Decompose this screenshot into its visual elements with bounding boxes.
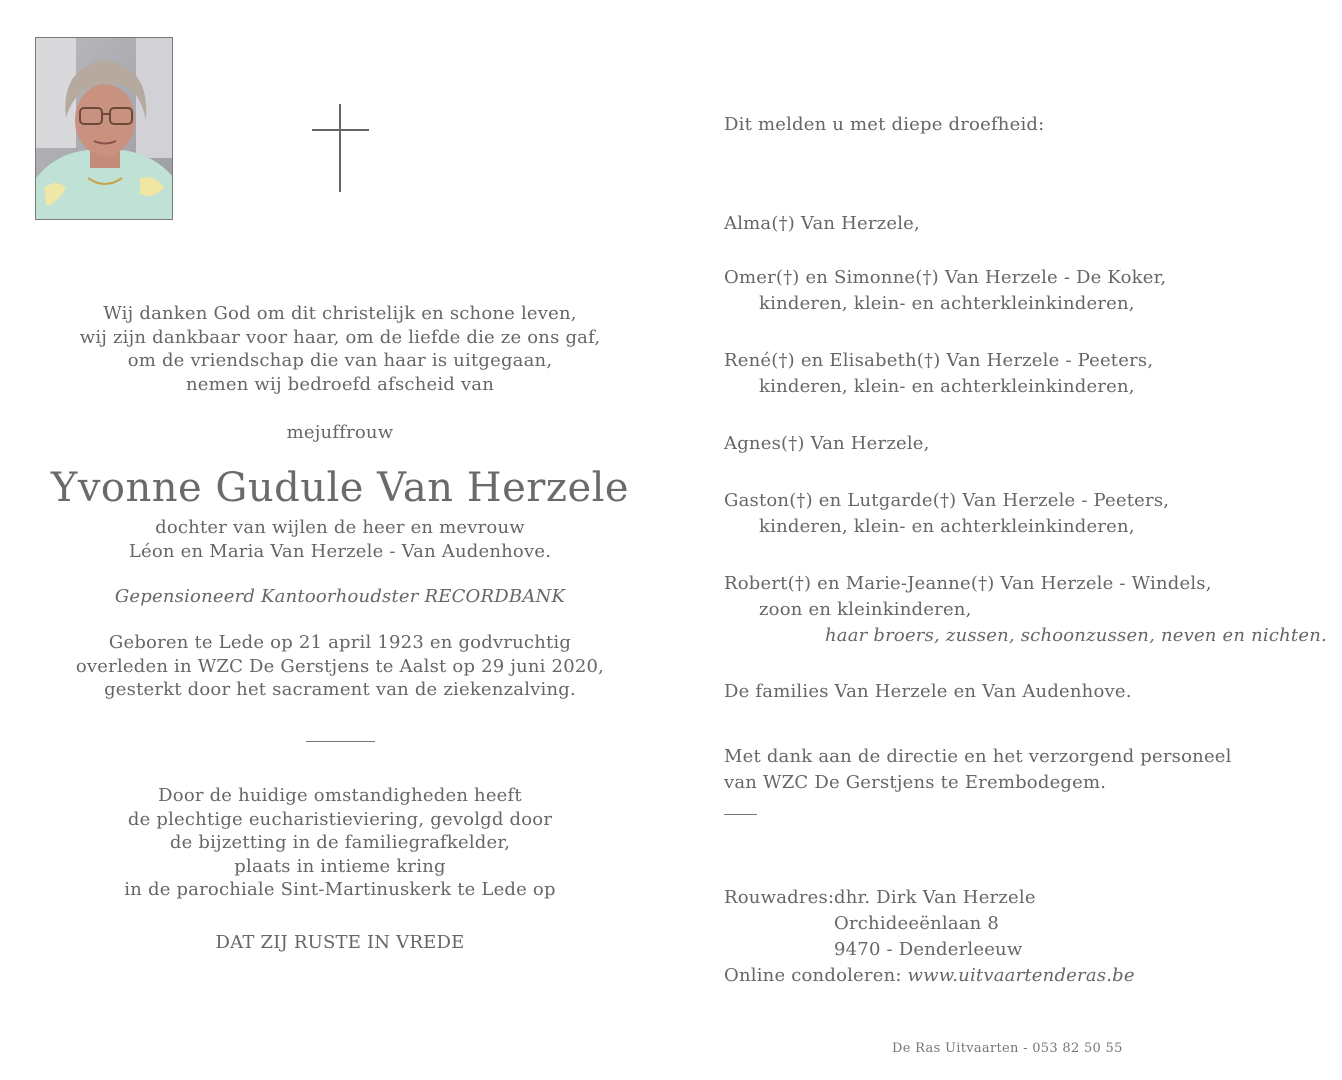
- family-subline: kinderen, klein- en achterkleinkinderen,: [759, 516, 1135, 537]
- family-rene: [724, 348, 1153, 400]
- family-subline: kinderen, klein- en achterkleinkinderen,: [759, 293, 1135, 314]
- short-divider: [724, 814, 757, 815]
- family-subline: zoon en kleinkinderen,: [759, 599, 972, 620]
- online-condolence-link[interactable]: www.uitvaartenderas.be: [907, 965, 1135, 986]
- cross-icon: [311, 104, 371, 192]
- ceremony-text: [40, 784, 640, 902]
- online-label: Online condoleren:: [724, 965, 902, 986]
- birth-death-line: overleden in WZC De Gerstjens te Aalst op 29 juni 2020,: [75, 655, 605, 677]
- family-agnes: Agnes(†) Van Herzele,: [724, 433, 930, 454]
- intro-line: nemen wij bedroefd afscheid van: [185, 373, 495, 395]
- address-line: 9470 - Denderleeuw: [834, 939, 1023, 960]
- footer-credit: De Ras Uitvaarten - 053 82 50 55: [892, 1041, 1123, 1056]
- ceremony-line: in de parochiale Sint-Martinuskerk te Lede op: [124, 879, 556, 900]
- ceremony-line: de bijzetting in de familiegrafkelder,: [169, 832, 511, 853]
- address-line: Orchideeënlaan 8: [834, 913, 1000, 934]
- divider: [306, 741, 375, 742]
- intro-text: [40, 302, 640, 396]
- parents-line: dochter van wijlen de heer en mevrouw: [155, 517, 525, 538]
- family-line: René(†) en Elisabeth(†) Van Herzele - Peeters,: [724, 350, 1154, 371]
- birth-death-line: Geboren te Lede op 21 april 1923 en godvruchtig: [108, 632, 572, 653]
- address-block: [724, 885, 1135, 989]
- siblings-line: haar broers, zussen, schoonzussen, neven en nichten.: [825, 625, 1327, 646]
- intro-line: om de vriendschap die van haar is uitgegaan,: [127, 350, 553, 371]
- thanks-text: [724, 744, 1232, 815]
- announcement-intro: Dit melden u met diepe droefheid:: [724, 114, 1045, 135]
- closing-text: DAT ZIJ RUSTE IN VREDE: [215, 932, 465, 953]
- ceremony-line: plaats in intieme kring: [234, 855, 446, 877]
- ceremony-line: Door de huidige omstandigheden heeft: [158, 785, 522, 806]
- family-line: Robert(†) en Marie-Jeanne(†) Van Herzele - Windels,: [724, 573, 1212, 594]
- salutation: mejuffrouw: [286, 422, 394, 443]
- intro-line: wij zijn dankbaar voor haar, om de liefde die ze ons gaf,: [79, 326, 601, 348]
- thanks-line: Met dank aan de directie en het verzorgend personeel: [724, 746, 1232, 767]
- birth-death-line: gesterkt door het sacrament van de ziekenzalving.: [104, 679, 576, 700]
- family-subline: kinderen, klein- en achterkleinkinderen,: [759, 376, 1135, 397]
- portrait-illustration: [36, 38, 173, 220]
- thanks-line: van WZC De Gerstjens te Erembodegem.: [724, 772, 1107, 793]
- intro-line: Wij danken God om dit christelijk en schone leven,: [103, 303, 577, 324]
- family-gaston: [724, 488, 1169, 540]
- parents-text: [40, 516, 640, 563]
- portrait-photo: [35, 37, 173, 220]
- address-line: dhr. Dirk Van Herzele: [834, 887, 1036, 908]
- occupation: Gepensioneerd Kantoorhoudster RECORDBANK: [114, 586, 566, 607]
- families-line: De families Van Herzele en Van Audenhove.: [724, 681, 1132, 702]
- family-robert: [724, 571, 1327, 649]
- parents-line: Léon en Maria Van Herzele - Van Audenhove.: [128, 540, 552, 562]
- address-label: Rouwadres:: [724, 887, 835, 908]
- family-alma: Alma(†) Van Herzele,: [724, 213, 920, 234]
- family-line: Gaston(†) en Lutgarde(†) Van Herzele - Peeters,: [724, 490, 1170, 511]
- family-omer: [724, 265, 1166, 317]
- ceremony-line: de plechtige eucharistieviering, gevolgd door: [127, 808, 553, 830]
- family-line: Omer(†) en Simonne(†) Van Herzele - De Koker,: [724, 267, 1167, 288]
- deceased-name: Yvonne Gudule Van Herzele: [50, 465, 630, 511]
- birth-death-text: [40, 631, 640, 702]
